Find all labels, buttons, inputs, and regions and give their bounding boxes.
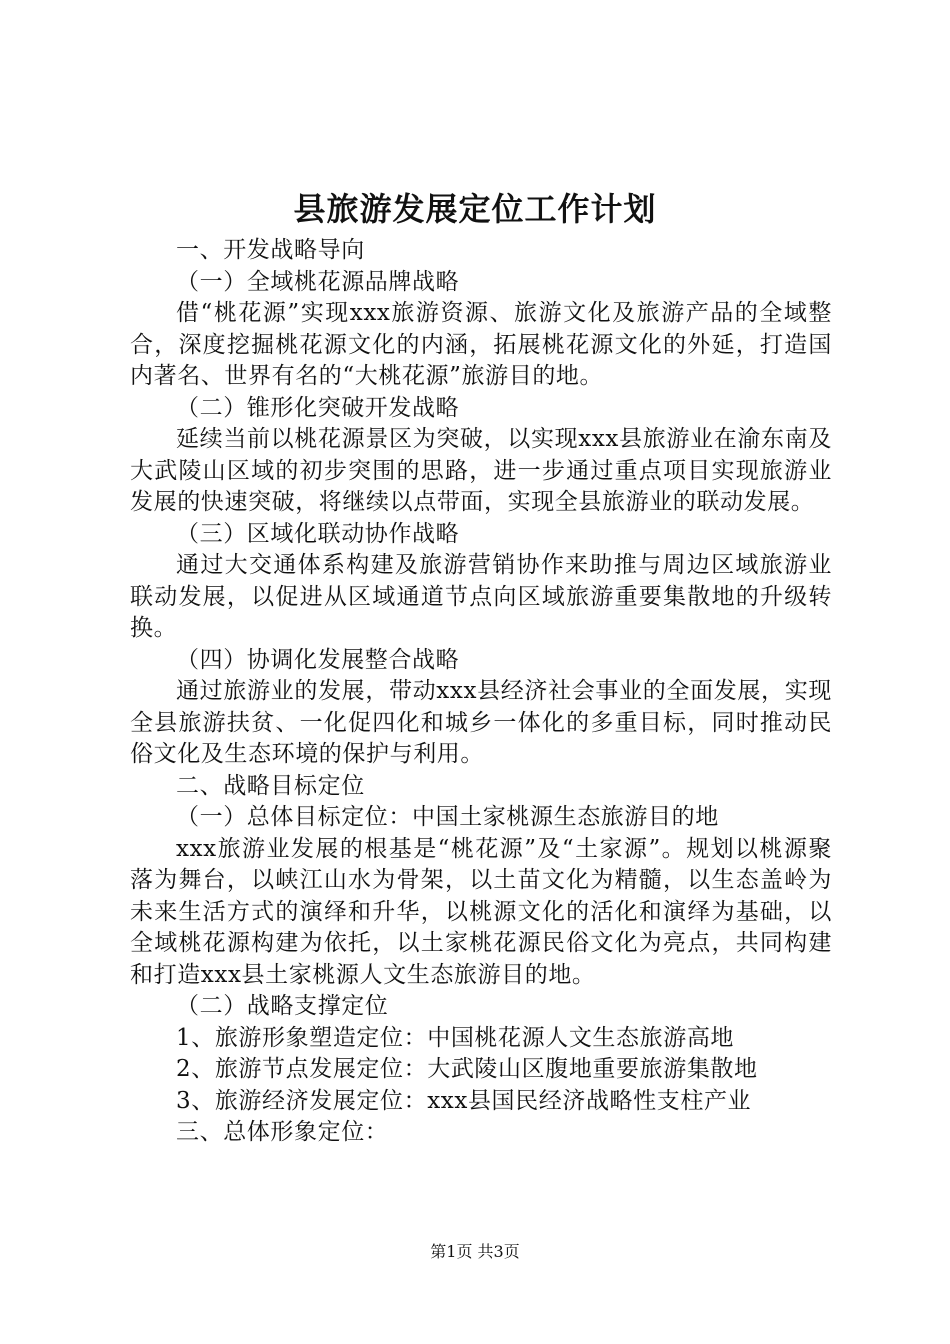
page-footer: 第1页 共3页: [430, 1242, 520, 1261]
section-heading-1: 一、开发战略导向: [176, 237, 365, 263]
paragraph-1-2: 延续当前以桃花源景区为突破，以实现xxx县旅游业在渝东南及大武陵山区域的初步突围的思路，进一步通过重点项目实现旅游业发展的快速突破，将继续以点带面，实现全县旅游业的联动发展。: [130, 426, 832, 515]
list-item-2: 2、旅游节点发展定位：大武陵山区腹地重要旅游集散地: [176, 1056, 758, 1082]
subsection-heading-2-2: （二）战略支撑定位: [176, 993, 389, 1019]
subsection-heading-1-1: （一）全域桃花源品牌战略: [176, 268, 460, 295]
section-heading-2: 二、战略目标定位: [176, 772, 365, 799]
list-item-1: 1、旅游形象塑造定位：中国桃花源人文生态旅游高地: [176, 1024, 735, 1051]
section-heading-3: 三、总体形象定位：: [176, 1119, 389, 1145]
subsection-heading-1-4: （四）协调化发展整合战略: [176, 646, 460, 673]
list-item-3: 3、旅游经济发展定位：xxx县国民经济战略性支柱产业: [176, 1087, 752, 1114]
paragraph-2-1: xxx旅游业发展的根基是“桃花源”及“土家源”。规划以桃源聚落为舞台，以峡江山水为骨架，以土苗文化为精髓，以生态盖岭为未来生活方式的演绎和升华，以桃源文化的活化和演绎为基础，以全域桃花源构建为依托，以土家桃花源民俗文化为亮点，共同构建和打造xxx县土家桃源人文生态旅游目的地。: [130, 835, 832, 988]
document-title: 县旅游发展定位工作计划: [293, 190, 657, 228]
document-body: [130, 235, 832, 1149]
paragraph-1-3: 通过大交通体系构建及旅游营销协作来助推与周边区域旅游业联动发展，以促进从区域通道节点向区域旅游重要集散地的升级转换。: [130, 552, 832, 641]
subsection-heading-2-1: （一）总体目标定位：中国土家桃源生态旅游目的地: [176, 804, 719, 830]
subsection-heading-1-2: （二）锥形化突破开发战略: [176, 394, 460, 421]
subsection-heading-1-3: （三）区域化联动协作战略: [176, 520, 460, 547]
paragraph-1-4: 通过旅游业的发展，带动xxx县经济社会事业的全面发展，实现全县旅游扶贫、一化促四化和城乡一体化的多重目标，同时推动民俗文化及生态环境的保护与利用。: [130, 678, 832, 767]
paragraph-1-1: 借“桃花源”实现xxx旅游资源、旅游文化及旅游产品的全域整合，深度挖掘桃花源文化的内涵，拓展桃花源文化的外延，打造国内著名、世界有名的“大桃花源”旅游目的地。: [130, 300, 832, 389]
